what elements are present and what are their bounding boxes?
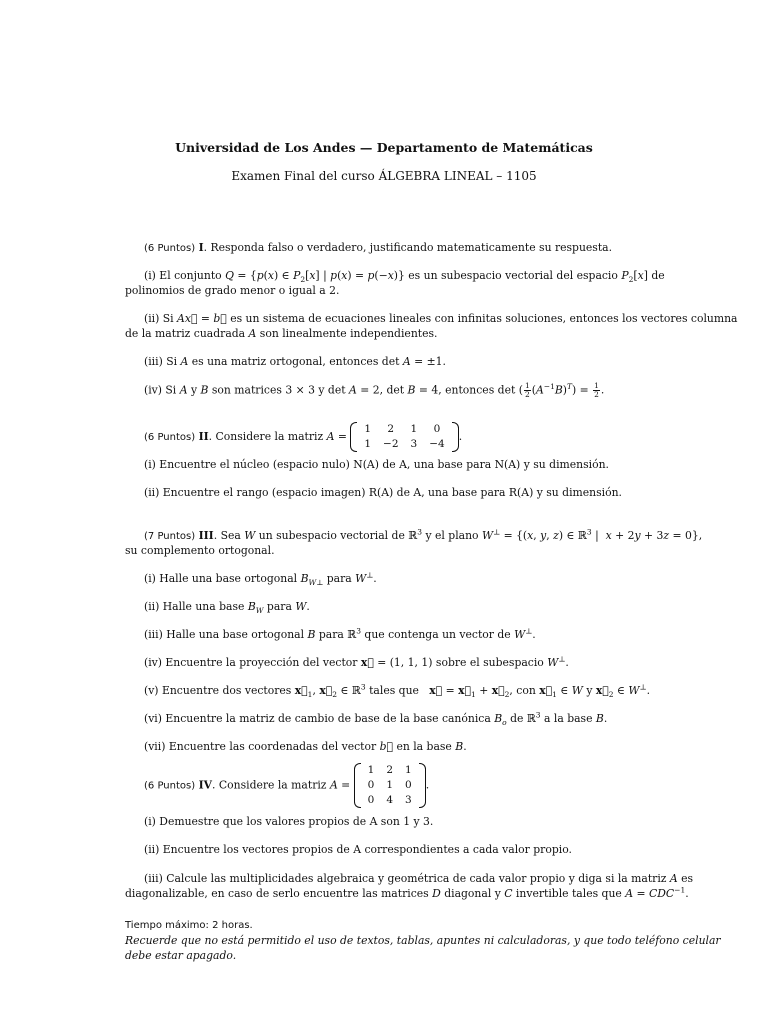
section-3-points: (7 Puntos): [144, 531, 196, 542]
section-3-header-cont: su complemento ortogonal.: [125, 544, 275, 557]
section-1-item-1: (i) El conjunto Q = {p(x) ∈ $P_2[x]$ | p(x) = p(−x)} es un subespacio vectorial del espacio $P_2[x]$ de: [144, 269, 665, 285]
section-4-numeral: IV: [198, 778, 212, 792]
section-2-matrix: 1 2 1 0 1 −2 3 −4: [350, 422, 458, 452]
section-4-item-1: (i) Demuestre que los valores propios de A son 1 y 3.: [144, 815, 434, 828]
section-3-header: (7 Puntos) III. Sea W un subespacio vectorial de ℝ$^3$ y el plano W⊥ = {(x, y, z) ∈ ℝ$^3$ | x + 2y + 3z = 0},: [144, 527, 703, 542]
section-4-header: (6 Puntos) IV. Considere la matriz A = 1 2 1 0 1 0 0 4 3 .: [144, 764, 430, 806]
section-4-intro: . Considere la matriz: [212, 778, 327, 792]
page-subtitle: Examen Final del curso ÁLGEBRA LINEAL – 1105: [231, 169, 537, 183]
section-1-numeral: I: [198, 241, 204, 254]
section-1-points: (6 Puntos): [144, 243, 196, 254]
section-2-intro: . Considere la matriz: [208, 430, 324, 443]
footer-time-limit: Tiempo máximo: 2 horas.: [125, 920, 253, 931]
section-3-item-1: (i) Halle una base ortogonal $B_{W\perp}$ para W⊥.: [144, 570, 377, 588]
section-3-item-7: (vii) Encuentre las coordenadas del vector b⃗ en la base B.: [144, 740, 467, 753]
section-4-item-3-cont: diagonalizable, en caso de serlo encuentre las matrices D diagonal y C invertible tales que $A = CDC^{-1}$.: [125, 885, 689, 900]
section-3-item-2: (ii) Halle una base $B_W$ para W.: [144, 600, 310, 616]
section-1-item-2: (ii) Si Ax⃗ = b⃗ es un sistema de ecuaciones lineales con infinitas soluciones, entonces los vectores columna: [144, 312, 738, 325]
section-2-item-2: (ii) Encuentre el rango (espacio imagen) R(A) de A, una base para R(A) y su dimensión.: [144, 486, 622, 499]
section-1-item-4: (iv) Si A y B son matrices 3 × 3 y det A = 2, det B = 4, entonces det ( $\frac{1}{2}$ $(A^{-1}B)^T$) = $\frac{1}{2}$ .: [144, 381, 605, 399]
section-4-item-2: (ii) Encuentre los vectores propios de A correspondientes a cada valor propio.: [144, 843, 572, 856]
section-4-item-3: (iii) Calcule las multiplicidades algebraica y geométrica de cada valor propio y diga si la matriz A es: [144, 872, 694, 885]
section-2-header: (6 Puntos) II. Considere la matriz A = 1 2 1 0 1 −2 3 −4 .: [144, 423, 463, 450]
section-1-item-2-cont: de la matriz cuadrada A son linealmente independientes.: [125, 327, 438, 340]
section-3-item-5: (v) Encuentre dos vectores $x⃗_1$, $x⃗_2$ ∈ ℝ$^3$ tales que x⃗ = $x⃗_1$ + $x⃗_2$, con $x⃗_1$ ∈ W y $x⃗_2$ ∈ W⊥.: [144, 682, 651, 700]
section-1-header: [144, 240, 664, 257]
section-2-points: (6 Puntos): [144, 432, 196, 443]
section-3-item-6: (vi) Encuentre la matriz de cambio de base de la base canónica $B_o$ de ℝ$^3$ a la base B.: [144, 710, 608, 728]
section-1-item-1-cont: polinomios de grado menor o igual a 2.: [125, 284, 340, 297]
section-4-points: (6 Puntos): [144, 780, 196, 792]
section-3-item-4: (iv) Encuentre la proyección del vector x⃗ = (1, 1, 1) sobre el subespacio W⊥.: [144, 654, 569, 669]
section-2-numeral: II: [198, 430, 209, 443]
footer-note-line-1: Recuerde que no está permitido el uso de textos, tablas, apuntes ni calculadoras, y que todo teléfono celular: [125, 934, 721, 947]
section-1-instruction: . Responda falso o verdadero, justificando matematicamente su respuesta.: [203, 241, 613, 254]
section-2-item-1: (i) Encuentre el núcleo (espacio nulo) N(A) de A, una base para N(A) y su dimensión.: [144, 458, 609, 471]
section-4-matrix: 1 2 1 0 1 0 0 4 3: [354, 763, 426, 808]
section-3-item-3: (iii) Halle una base ortogonal B para ℝ$^3$ que contenga un vector de W⊥.: [144, 626, 536, 641]
section-1-item-3: (iii) Si A es una matriz ortogonal, entonces det A = ±1.: [144, 355, 446, 368]
footer-note-line-2: debe estar apagado.: [125, 949, 237, 962]
page-title: Universidad de Los Andes — Departamento de Matemáticas: [175, 140, 593, 155]
section-3-numeral: III: [198, 529, 214, 542]
